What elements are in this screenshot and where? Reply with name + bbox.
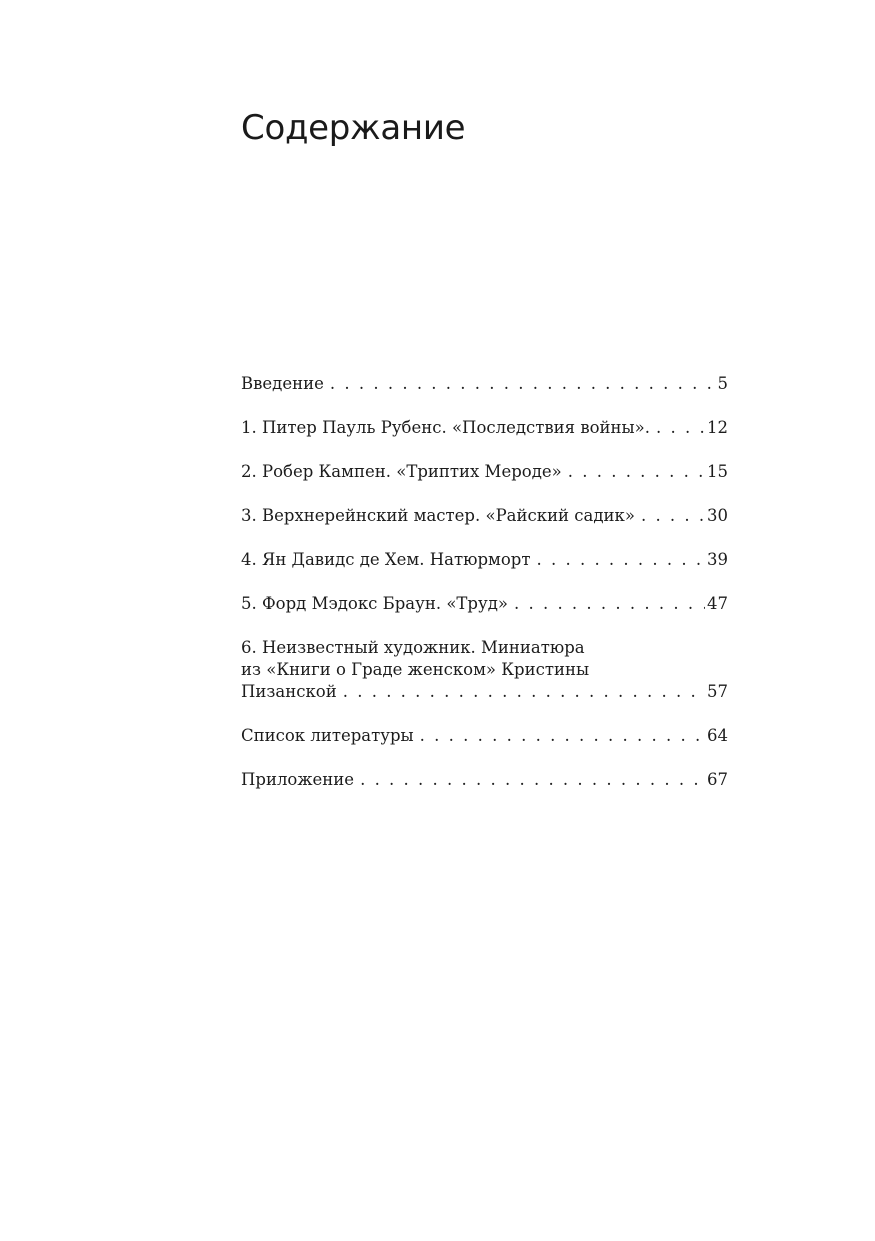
table-of-contents — [241, 373, 728, 813]
toc-page-number: 12 — [707, 418, 728, 437]
dot-leader — [568, 461, 705, 483]
dot-leader — [536, 549, 705, 571]
dot-leader — [641, 505, 705, 527]
toc-entry-title: 1. Питер Пауль Рубенс. «Последствия войны». — [241, 418, 651, 437]
toc-page-number: 30 — [707, 506, 728, 525]
toc-entry-title: Список литературы — [241, 726, 414, 745]
dot-leader — [656, 417, 705, 439]
toc-entry-chapter-2[interactable] — [241, 461, 728, 483]
toc-page-number: 67 — [707, 770, 728, 789]
toc-entry-introduction[interactable] — [241, 373, 728, 395]
toc-entry-chapter-1[interactable] — [241, 417, 728, 439]
toc-page-number: 15 — [707, 462, 728, 481]
page-title: Содержание — [241, 108, 466, 148]
toc-entry-title: 4. Ян Давидс де Хем. Натюрморт — [241, 550, 531, 569]
toc-entry-appendix[interactable] — [241, 769, 728, 791]
dot-leader — [514, 593, 705, 615]
dot-leader — [330, 373, 716, 395]
toc-entry-title: 2. Робер Кампен. «Триптих Мероде» — [241, 462, 562, 481]
toc-entry-chapter-5[interactable] — [241, 593, 728, 615]
dot-leader — [360, 769, 705, 791]
toc-entry-title: 5. Форд Мэдокс Браун. «Труд» — [241, 594, 508, 613]
toc-page-number: 47 — [707, 594, 728, 613]
toc-entry-title: Приложение — [241, 770, 355, 789]
toc-entry-title: 3. Верхнерейнский мастер. «Райский садик» — [241, 506, 635, 525]
toc-entry-chapter-6[interactable] — [241, 637, 728, 703]
toc-page-number: 39 — [707, 550, 728, 569]
dot-leader — [420, 725, 705, 747]
toc-entry-title: Введение — [241, 374, 324, 393]
toc-entry-title-line: Пизанской — [241, 682, 337, 701]
toc-page-number: 5 — [717, 374, 728, 393]
toc-entry-chapter-4[interactable] — [241, 549, 728, 571]
toc-page-number: 64 — [707, 726, 728, 745]
toc-entry-chapter-3[interactable] — [241, 505, 728, 527]
dot-leader — [343, 681, 705, 703]
toc-page-number: 57 — [707, 682, 728, 701]
toc-entry-title-line: 6. Неизвестный художник. Миниатюра — [241, 638, 585, 657]
toc-entry-title-line: из «Книги о Граде женском» Кристины — [241, 660, 590, 679]
toc-entry-bibliography[interactable] — [241, 725, 728, 747]
